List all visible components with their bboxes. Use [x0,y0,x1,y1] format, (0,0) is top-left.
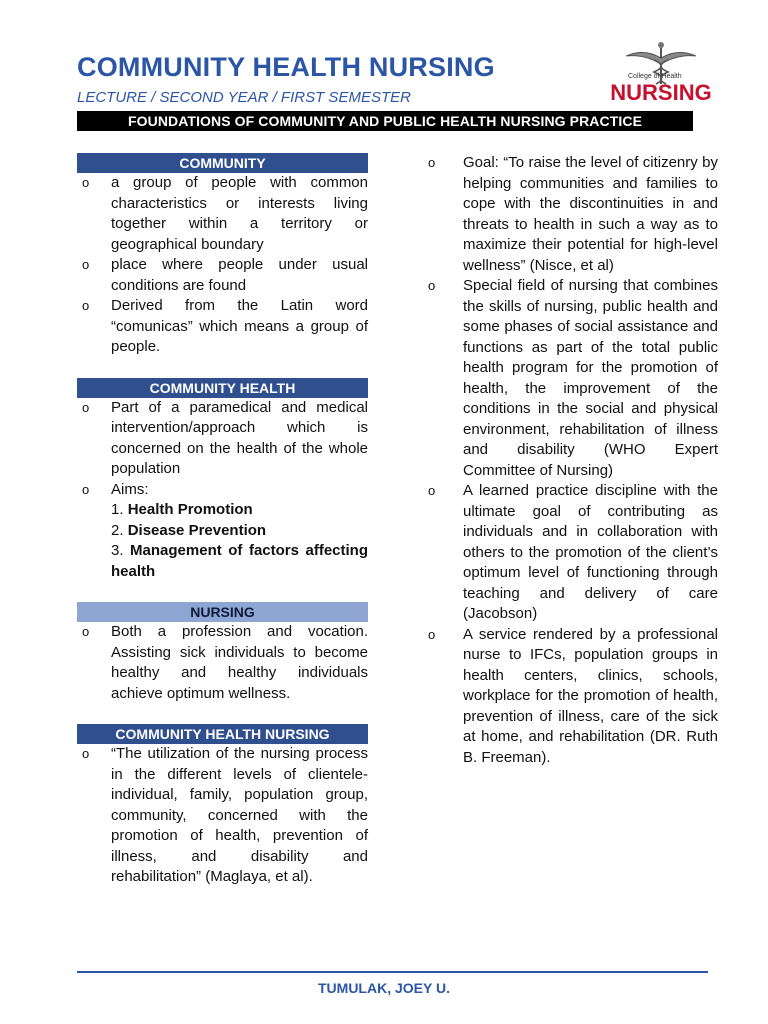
logo-small-text: College of Health [628,73,682,80]
list-item [77,398,368,480]
list-item [77,255,368,296]
bullet-icon: o [82,298,90,313]
left-column [77,153,368,888]
list-item-text: A service rendered by a professional nurse to IFCs, population groups in health centers, clinics, schools, workplace for the promotion of health, prevention of illness, care of the sick at home, and rehabilitation (DR. Ruth B. Freeman). [463,625,718,766]
bullet-icon: o [82,257,90,272]
list-item-text: A learned practice discipline with the ultimate goal of contributing as individuals and in collaboration with others to the promotion of the client’s optimum level of functioning through teaching and delivery of care (Jacobson) [463,482,718,622]
bullet-icon: o [428,626,436,642]
list-item [420,153,718,276]
list-item-text: Goal: “To raise the level of citizenry by helping communities and families to cope with the discontinuities in and threats to health in such a way as to maximize their potential for high-level wellness” (Nisce, et al) [463,154,718,274]
nursing-heading: NURSING [77,602,368,622]
list-item [77,744,368,888]
document-subtitle: LECTURE / SECOND YEAR / FIRST SEMESTER [77,89,411,106]
list-item [420,625,718,769]
community-heading: COMMUNITY [77,153,368,173]
list-item-text: Both a profession and vocation. Assisting sick individuals to become healthy and healthy individuals achieve optimum wellness. [111,623,368,702]
community-health-list [77,398,368,583]
list-item [77,480,368,583]
logo-text: NURSING [610,80,712,105]
section-banner: FOUNDATIONS OF COMMUNITY AND PUBLIC HEALTH NURSING PRACTICE [77,111,693,131]
nursing-logo [606,40,716,106]
list-item [77,173,368,255]
aim-item: 3. Management of factors affecting health [111,542,368,580]
aim-item: 2. Disease Prevention [111,521,267,539]
list-item-text: “The utilization of the nursing process in the different levels of clientele-individual, family, population group, community, concerned with the promotion of health, prevention of illness, and disability and rehabilitation” (Maglaya, et al). [111,745,368,885]
bullet-icon: o [428,155,436,170]
right-column [420,153,718,768]
community-health-heading: COMMUNITY HEALTH [77,378,368,398]
chn-heading: COMMUNITY HEALTH NURSING [77,724,368,744]
list-item [77,296,368,358]
bullet-icon: o [82,481,90,497]
list-item-text: Part of a paramedical and medical intervention/approach which is concerned on the health of the whole population [111,398,368,477]
bullet-icon: o [82,399,90,415]
list-item-text: place where people under usual conditions are found [111,256,368,294]
list-item-text: Special field of nursing that combines the skills of nursing, public health and some phases of social assistance and functions as part of the total public health program for the promotion of health, the improvement of the conditions in the social and physical environment, rehabilitation of illness and disability (WHO Expert Committee of Nursing) [463,277,718,479]
list-item [77,622,368,704]
footer-divider [77,971,708,973]
list-item [420,481,718,625]
list-item-text: a group of people with common characteristics or interests living together within a territory or geographical boundary [111,174,368,253]
list-item-text: Derived from the Latin word “comunicas” which means a group of people. [111,297,368,355]
document-title: COMMUNITY HEALTH NURSING [77,52,495,82]
bullet-icon: o [82,175,90,190]
chn-definitions-list [420,153,718,768]
aim-item: 1. Health Promotion [111,501,253,518]
nursing-list [77,622,368,704]
aims-label: Aims: [111,480,149,498]
bullet-icon: o [82,746,90,761]
footer-author: TUMULAK, JOEY U. [318,980,450,996]
list-item [420,276,718,481]
bullet-icon: o [82,624,90,639]
chn-list [77,744,368,888]
community-list [77,173,368,358]
bullet-icon: o [428,278,436,293]
bullet-icon: o [428,483,436,498]
